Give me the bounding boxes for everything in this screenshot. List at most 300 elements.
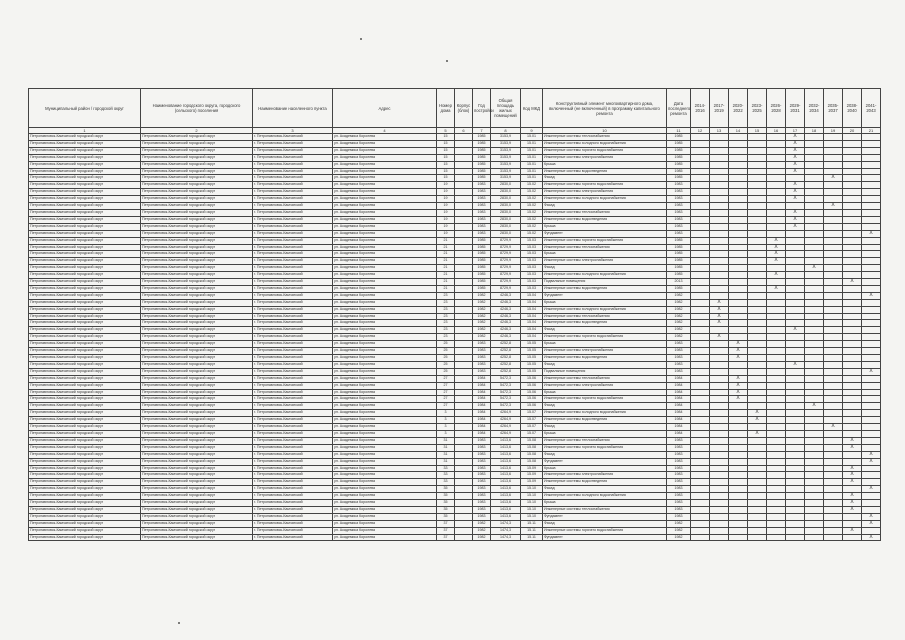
period-mark-cell [691, 506, 710, 513]
table-row [29, 396, 881, 403]
table-cell: Петропавловск-Камчатский городской округ [29, 182, 141, 189]
period-mark-cell [786, 389, 805, 396]
period-mark-cell [786, 493, 805, 500]
period-mark-cell [691, 161, 710, 168]
period-mark-cell: X [710, 334, 729, 341]
period-mark-cell [805, 140, 824, 147]
table-cell: ул. Академика Королева [333, 251, 437, 258]
period-mark-cell: X [843, 279, 862, 286]
period-mark-cell [862, 313, 881, 320]
table-cell: 4264,9 [491, 424, 521, 431]
period-mark-cell [805, 527, 824, 534]
period-mark-cell [843, 361, 862, 368]
table-cell: 23 [437, 306, 455, 313]
period-mark-cell [824, 396, 843, 403]
table-cell: Петропавловск-Камчатский городской округ [141, 472, 253, 479]
table-cell [455, 341, 473, 348]
period-mark-cell [767, 341, 786, 348]
table-cell: 1983 [473, 230, 491, 237]
table-cell: 1984 [473, 424, 491, 431]
period-mark-cell [862, 348, 881, 355]
table-cell: Петропавловск-Камчатский городской округ [29, 451, 141, 458]
table-cell: 4264,9 [491, 410, 521, 417]
period-mark-cell [824, 251, 843, 258]
table-cell: 4252,8 [491, 368, 521, 375]
period-mark-cell [748, 140, 767, 147]
period-mark-cell [824, 154, 843, 161]
period-mark-cell [691, 437, 710, 444]
period-mark-cell [843, 168, 862, 175]
period-mark-cell [862, 396, 881, 403]
table-cell: г. Петропавловск-Камчатский [253, 355, 333, 362]
table-cell: г. Петропавловск-Камчатский [253, 134, 333, 141]
period-mark-cell: X [767, 251, 786, 258]
period-mark-cell [729, 223, 748, 230]
period-mark-cell [710, 175, 729, 182]
table-cell: Петропавловск-Камчатский городской округ [29, 500, 141, 507]
period-mark-cell [805, 368, 824, 375]
table-row [29, 506, 881, 513]
period-mark-cell [748, 355, 767, 362]
period-mark-cell [824, 299, 843, 306]
table-cell: 1983 [473, 341, 491, 348]
table-cell: 1985 [667, 154, 691, 161]
table-cell: 1413,6 [491, 465, 521, 472]
period-mark-cell [710, 355, 729, 362]
period-mark-cell [862, 355, 881, 362]
period-mark-cell [710, 424, 729, 431]
table-cell: ул. Академика Королева [333, 437, 437, 444]
table-cell: 15 [437, 134, 455, 141]
table-cell: 2830,0 [491, 223, 521, 230]
table-cell: ул. Академика Королева [333, 472, 437, 479]
table-cell: 1982 [667, 292, 691, 299]
period-mark-cell [843, 134, 862, 141]
table-cell: 1983 [667, 506, 691, 513]
table-cell [455, 292, 473, 299]
column-number: 13 [710, 128, 729, 134]
period-mark-cell [805, 410, 824, 417]
period-mark-cell [729, 258, 748, 265]
table-cell: 1982 [473, 520, 491, 527]
period-mark-cell: X [786, 196, 805, 203]
table-cell: ул. Академика Королева [333, 237, 437, 244]
table-cell: Петропавловск-Камчатский городской округ [29, 361, 141, 368]
table-cell: Инженерные системы водоотведения [543, 320, 667, 327]
table-cell: 4264,9 [491, 417, 521, 424]
table-row [29, 168, 881, 175]
table-cell: Петропавловск-Камчатский городской округ [141, 147, 253, 154]
period-mark-cell [748, 154, 767, 161]
table-cell: 15 [437, 161, 455, 168]
period-mark-cell [729, 513, 748, 520]
table-cell: Петропавловск-Камчатский городской округ [141, 382, 253, 389]
table-cell [455, 382, 473, 389]
period-mark-cell [729, 520, 748, 527]
period-mark-cell [862, 265, 881, 272]
table-cell: 15.08 [521, 444, 543, 451]
table-cell: Петропавловск-Камчатский городской округ [29, 486, 141, 493]
period-mark-cell [767, 299, 786, 306]
table-row [29, 196, 881, 203]
table-cell [455, 223, 473, 230]
period-mark-cell [767, 327, 786, 334]
period-mark-cell [805, 209, 824, 216]
table-cell: 1985 [473, 279, 491, 286]
period-mark-cell [805, 472, 824, 479]
table-cell: 1985 [473, 285, 491, 292]
period-mark-cell: X [843, 472, 862, 479]
table-cell: г. Петропавловск-Камчатский [253, 368, 333, 375]
table-cell: 1983 [667, 203, 691, 210]
period-mark-cell [748, 500, 767, 507]
period-mark-cell [691, 154, 710, 161]
table-cell: 1983 [667, 196, 691, 203]
table-cell: Петропавловск-Камчатский городской округ [141, 493, 253, 500]
period-mark-cell [748, 520, 767, 527]
column-number: 14 [729, 128, 748, 134]
table-cell: г. Петропавловск-Камчатский [253, 154, 333, 161]
table-cell: Петропавловск-Камчатский городской округ [29, 396, 141, 403]
table-cell: 1983 [667, 182, 691, 189]
period-mark-cell [748, 209, 767, 216]
table-cell: Петропавловск-Камчатский городской округ [29, 230, 141, 237]
table-cell: 1413,6 [491, 493, 521, 500]
table-cell: г. Петропавловск-Камчатский [253, 458, 333, 465]
table-cell: 25 [437, 355, 455, 362]
table-cell: 15.07 [521, 430, 543, 437]
period-mark-cell [843, 161, 862, 168]
table-cell: 33 [437, 479, 455, 486]
period-mark-cell [805, 424, 824, 431]
period-mark-cell [786, 430, 805, 437]
period-mark-cell [843, 244, 862, 251]
table-cell: 1984 [473, 389, 491, 396]
table-row [29, 465, 881, 472]
table-cell: г. Петропавловск-Камчатский [253, 272, 333, 279]
period-mark-cell [862, 417, 881, 424]
period-mark-cell [729, 251, 748, 258]
period-mark-cell [843, 424, 862, 431]
table-cell: 1985 [667, 168, 691, 175]
table-cell [455, 168, 473, 175]
table-cell: 1984 [473, 396, 491, 403]
table-cell: 1983 [473, 486, 491, 493]
table-cell: г. Петропавловск-Камчатский [253, 327, 333, 334]
table-cell: Петропавловск-Камчатский городской округ [29, 313, 141, 320]
table-cell: 15.04 [521, 327, 543, 334]
table-cell: 1985 [667, 272, 691, 279]
table-cell: Фасад [543, 175, 667, 182]
table-cell: ул. Академика Королева [333, 382, 437, 389]
period-mark-cell: X [786, 361, 805, 368]
period-mark-cell [824, 437, 843, 444]
table-cell: ул. Академика Королева [333, 161, 437, 168]
period-mark-cell [786, 272, 805, 279]
period-mark-cell [767, 168, 786, 175]
table-cell: 19 [437, 182, 455, 189]
table-cell: Петропавловск-Камчатский городской округ [141, 134, 253, 141]
period-mark-cell: X [862, 292, 881, 299]
table-cell [455, 327, 473, 334]
table-cell: 2830,0 [491, 216, 521, 223]
table-cell: г. Петропавловск-Камчатский [253, 313, 333, 320]
period-mark-cell [786, 527, 805, 534]
table-cell: г. Петропавловск-Камчатский [253, 382, 333, 389]
period-mark-cell [843, 410, 862, 417]
period-mark-cell [824, 134, 843, 141]
period-mark-cell [786, 506, 805, 513]
period-mark-cell [862, 382, 881, 389]
table-cell: Петропавловск-Камчатский городской округ [141, 209, 253, 216]
table-cell: 1983 [667, 451, 691, 458]
table-cell: 1982 [667, 320, 691, 327]
table-cell: Петропавловск-Камчатский городской округ [29, 444, 141, 451]
period-mark-cell [805, 175, 824, 182]
table-cell: 1983 [667, 355, 691, 362]
table-cell: Инженерные системы горячего водоснабжения [543, 527, 667, 534]
table-cell: 1984 [473, 417, 491, 424]
table-cell: ул. Академика Королева [333, 223, 437, 230]
period-mark-cell [767, 140, 786, 147]
period-mark-cell [748, 472, 767, 479]
table-cell: 1983 [473, 479, 491, 486]
table-cell: 5472,3 [491, 375, 521, 382]
period-mark-cell: X [805, 403, 824, 410]
table-cell: 1983 [473, 223, 491, 230]
period-mark-cell [824, 258, 843, 265]
table-cell: Петропавловск-Камчатский городской округ [29, 285, 141, 292]
table-cell: 15.07 [521, 417, 543, 424]
table-cell [455, 230, 473, 237]
table-cell: 2013 [667, 279, 691, 286]
period-mark-cell: X [710, 320, 729, 327]
period-mark-cell [729, 479, 748, 486]
period-mark-cell [710, 140, 729, 147]
table-cell: 1985 [473, 251, 491, 258]
table-row [29, 258, 881, 265]
table-cell: ул. Академика Королева [333, 493, 437, 500]
table-cell: Петропавловск-Камчатский городской округ [141, 182, 253, 189]
table-cell: г. Петропавловск-Камчатский [253, 244, 333, 251]
table-cell: 1983 [473, 348, 491, 355]
table-cell: 5472,3 [491, 382, 521, 389]
table-cell: Петропавловск-Камчатский городской округ [29, 465, 141, 472]
period-mark-cell [748, 327, 767, 334]
table-cell: Петропавловск-Камчатский городской округ [141, 175, 253, 182]
table-cell: 1983 [473, 465, 491, 472]
table-cell: ул. Академика Королева [333, 154, 437, 161]
period-mark-cell [748, 341, 767, 348]
table-cell: Петропавловск-Камчатский городской округ [29, 527, 141, 534]
period-mark-cell: X [710, 313, 729, 320]
table-cell: 1984 [473, 410, 491, 417]
period-mark-cell [729, 182, 748, 189]
period-mark-cell [824, 410, 843, 417]
period-mark-cell [691, 396, 710, 403]
period-mark-cell [805, 237, 824, 244]
period-mark-cell [805, 334, 824, 341]
period-mark-cell [748, 375, 767, 382]
period-mark-cell [767, 513, 786, 520]
table-cell: Подвальные помещения [543, 368, 667, 375]
table-cell: 15.07 [521, 424, 543, 431]
table-cell [455, 527, 473, 534]
period-mark-cell: X [710, 299, 729, 306]
period-mark-cell [824, 375, 843, 382]
period-mark-cell: X [862, 451, 881, 458]
table-cell: ул. Академика Королева [333, 320, 437, 327]
table-cell: 15.04 [521, 299, 543, 306]
table-row [29, 451, 881, 458]
table-cell: г. Петропавловск-Камчатский [253, 341, 333, 348]
table-cell [455, 237, 473, 244]
period-mark-cell [862, 403, 881, 410]
table-cell [455, 410, 473, 417]
period-mark-cell [710, 209, 729, 216]
period-mark-cell [843, 313, 862, 320]
table-cell: 19 [437, 230, 455, 237]
table-cell: 15.03 [521, 285, 543, 292]
table-cell: 1474,3 [491, 520, 521, 527]
column-header: Код МКД [521, 89, 543, 128]
column-header: Наименование городского округа, городского (сельского) поселения [141, 89, 253, 128]
period-mark-cell [691, 334, 710, 341]
table-cell: 1985 [473, 265, 491, 272]
table-cell: Инженерные системы водоотведения [543, 355, 667, 362]
period-mark-cell [862, 430, 881, 437]
table-cell: 1985 [473, 175, 491, 182]
period-mark-cell [729, 272, 748, 279]
period-mark-cell [691, 196, 710, 203]
period-mark-cell [691, 534, 710, 541]
column-header: Год постройки [473, 89, 491, 128]
period-mark-cell [862, 258, 881, 265]
period-mark-cell [729, 500, 748, 507]
table-cell: 1983 [473, 189, 491, 196]
table-cell: 1982 [667, 520, 691, 527]
period-mark-cell [729, 216, 748, 223]
period-mark-cell [824, 230, 843, 237]
table-cell: 1413,6 [491, 444, 521, 451]
period-mark-cell [862, 244, 881, 251]
period-mark-cell [691, 182, 710, 189]
table-cell: 19 [437, 216, 455, 223]
table-cell: 1984 [667, 382, 691, 389]
table-cell: 1985 [473, 258, 491, 265]
period-mark-cell: X [786, 168, 805, 175]
table-cell: 15.10 [521, 486, 543, 493]
period-mark-cell [691, 527, 710, 534]
table-cell: г. Петропавловск-Камчатский [253, 410, 333, 417]
period-mark-cell [786, 375, 805, 382]
table-cell: 15.06 [521, 396, 543, 403]
table-cell [455, 272, 473, 279]
table-cell: ул. Академика Королева [333, 479, 437, 486]
table-cell: г. Петропавловск-Камчатский [253, 189, 333, 196]
period-mark-cell [805, 382, 824, 389]
period-mark-cell [729, 451, 748, 458]
period-mark-cell [767, 147, 786, 154]
period-mark-cell [748, 437, 767, 444]
period-mark-cell [824, 147, 843, 154]
period-mark-cell [843, 334, 862, 341]
table-cell: 3153,9 [491, 168, 521, 175]
column-number: 7 [473, 128, 491, 134]
table-cell: 1983 [667, 341, 691, 348]
period-mark-cell: X [786, 147, 805, 154]
period-mark-cell [843, 216, 862, 223]
period-mark-cell [862, 272, 881, 279]
column-number: 19 [824, 128, 843, 134]
table-cell: Петропавловск-Камчатский городской округ [141, 389, 253, 396]
table-cell: 8729,9 [491, 265, 521, 272]
period-mark-cell: X [862, 368, 881, 375]
table-cell: Петропавловск-Камчатский городской округ [141, 465, 253, 472]
table-cell: 1413,6 [491, 506, 521, 513]
table-cell: ул. Академика Королева [333, 334, 437, 341]
period-mark-cell [824, 327, 843, 334]
table-cell: ул. Академика Королева [333, 430, 437, 437]
table-cell: Петропавловск-Камчатский городской округ [141, 458, 253, 465]
table-cell: 1985 [473, 147, 491, 154]
period-mark-cell [710, 279, 729, 286]
period-mark-cell [710, 182, 729, 189]
column-header: Муниципальный район / городской округ [29, 89, 141, 128]
table-cell: 1985 [473, 272, 491, 279]
table-cell: ул. Академика Королева [333, 140, 437, 147]
period-mark-cell [710, 223, 729, 230]
period-mark-cell [729, 161, 748, 168]
period-mark-cell [748, 534, 767, 541]
table-cell: Петропавловск-Камчатский городской округ [29, 493, 141, 500]
table-cell: Петропавловск-Камчатский городской округ [141, 223, 253, 230]
period-mark-cell [824, 189, 843, 196]
table-cell: Крыша [543, 251, 667, 258]
table-cell: 1982 [667, 534, 691, 541]
table-cell: Петропавловск-Камчатский городской округ [141, 216, 253, 223]
table-cell: 1983 [473, 506, 491, 513]
table-cell: г. Петропавловск-Камчатский [253, 223, 333, 230]
period-mark-cell [767, 209, 786, 216]
period-mark-cell [767, 430, 786, 437]
period-mark-cell [862, 147, 881, 154]
table-cell: 1982 [473, 334, 491, 341]
period-mark-cell: X [843, 527, 862, 534]
table-cell: Инженерные системы теплоснабжения [543, 375, 667, 382]
period-mark-cell [729, 506, 748, 513]
period-mark-cell [767, 424, 786, 431]
period-mark-cell [691, 203, 710, 210]
table-cell: ул. Академика Королева [333, 417, 437, 424]
table-cell: 31 [437, 437, 455, 444]
period-mark-cell: X [748, 410, 767, 417]
period-mark-cell [729, 244, 748, 251]
table-cell [455, 465, 473, 472]
table-cell: Петропавловск-Камчатский городской округ [29, 334, 141, 341]
table-cell: Инженерные системы электроснабжения [543, 189, 667, 196]
table-cell: 15.09 [521, 472, 543, 479]
table-cell: Петропавловск-Камчатский городской округ [29, 279, 141, 286]
table-cell: 1413,6 [491, 458, 521, 465]
table-cell: 1983 [667, 223, 691, 230]
period-mark-cell [710, 244, 729, 251]
table-cell: 21 [437, 244, 455, 251]
period-mark-cell [691, 230, 710, 237]
table-cell: Инженерные системы горячего водоснабжения [543, 147, 667, 154]
period-mark-cell [824, 506, 843, 513]
period-mark-cell [824, 161, 843, 168]
